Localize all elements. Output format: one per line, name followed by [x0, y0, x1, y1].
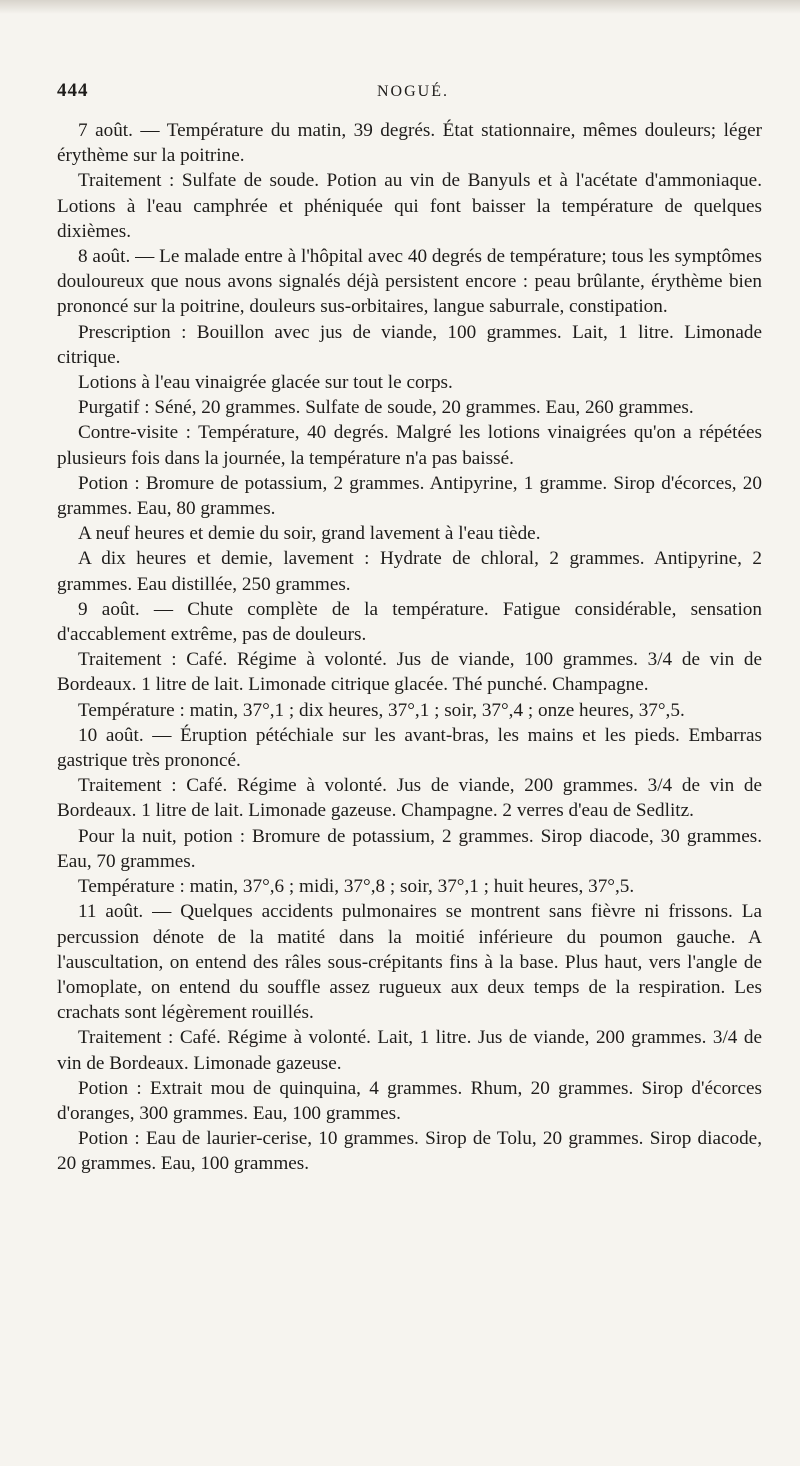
paragraph-contre-visite: Contre-visite : Température, 40 degrés. Malgré les lotions vinaigrées qu'on a répétées plusieurs fois dans la journée, la température n'a pas baissé.: [57, 422, 762, 469]
paragraph-temperature-10: Température : matin, 37°,6 ; midi, 37°,8 ; soir, 37°,1 ; huit heures, 37°,5.: [78, 876, 635, 898]
paragraph-lotions: Lotions à l'eau vinaigrée glacée sur tout le corps.: [78, 372, 453, 394]
paragraph-11-aout: 11 août. — Quelques accidents pulmonaires se montrent sans fièvre ni frissons. La percussion dénote de la matité dans la moitié inférieure du poumon gauche. A l'auscultation, on entend des râles sous-crépitants fins à la base. Plus haut, vers l'angle de l'omoplate, on entend du souffle assez rugueux aux deux temps de la respiration. Les crachats sont légèrement rouillés.: [57, 901, 762, 1024]
paragraph-7-aout: 7 août. — Température du matin, 39 degrés. État stationnaire, mêmes douleurs; léger érythème sur la poitrine.: [57, 120, 762, 167]
paragraph-temperature-9: Température : matin, 37°,1 ; dix heures, 37°,1 ; soir, 37°,4 ; onze heures, 37°,5.: [78, 699, 685, 721]
paragraph-8-aout: 8 août. — Le malade entre à l'hôpital avec 40 degrés de température; tous les symptômes douloureux que nous avons signalés déjà persistent encore : peau brûlante, érythème bien prononcé sur la poitrine, douleurs sus-orbitaires, langue saburrale, constipation.: [57, 246, 762, 318]
paragraph-potion-quinquina: Potion : Extrait mou de quinquina, 4 grammes. Rhum, 20 grammes. Sirop d'écorces d'oranges, 300 grammes. Eau, 100 grammes.: [57, 1077, 762, 1124]
paragraph-9-aout: 9 août. — Chute complète de la température. Fatigue considérable, sensation d'accablement extrême, pas de douleurs.: [57, 598, 762, 646]
paragraph-potion-bromure: Potion : Bromure de potassium, 2 grammes. Antipyrine, 1 gramme. Sirop d'écorces, 20 grammes. Eau, 80 grammes.: [57, 472, 762, 520]
paragraph-traitement-sulfate: Traitement : Sulfate de soude. Potion au vin de Banyuls et à l'acétate d'ammoniaque. Lotions à l'eau camphrée et phéniquée qui font baisser la température de quelques dixièmes.: [57, 170, 762, 242]
page-number: 444: [57, 80, 89, 101]
paragraph-traitement-cafe-10: Traitement : Café. Régime à volonté. Jus de viande, 200 grammes. 3/4 de vin de Bordeaux. 1 litre de lait. Limonade gazeuse. Champagne. 2 verres d'eau de Sedlitz.: [57, 775, 762, 822]
paragraph-lavement-tiede: A neuf heures et demie du soir, grand lavement à l'eau tiède.: [78, 523, 541, 545]
paragraph-potion-nuit: Pour la nuit, potion : Bromure de potassium, 2 grammes. Sirop diacode, 30 grammes. Eau, 70 grammes.: [57, 825, 762, 872]
paragraph-traitement-cafe-9: Traitement : Café. Régime à volonté. Jus de viande, 100 grammes. 3/4 de vin de Bordeaux. 1 litre de lait. Limonade citrique glacée. Thé punché. Champagne.: [57, 649, 762, 696]
running-title: NOGUÉ.: [377, 83, 449, 100]
paragraph-prescription: Prescription : Bouillon avec jus de viande, 100 grammes. Lait, 1 litre. Limonade citrique.: [57, 321, 762, 368]
paragraph-lavement-chloral: A dix heures et demie, lavement : Hydrate de chloral, 2 grammes. Antipyrine, 2 grammes. Eau distillée, 250 grammes.: [57, 548, 762, 595]
paragraph-purgatif: Purgatif : Séné, 20 grammes. Sulfate de soude, 20 grammes. Eau, 260 grammes.: [78, 397, 694, 419]
body-text: [57, 118, 762, 1177]
paragraph-10-aout: 10 août. — Éruption pétéchiale sur les avant-bras, les mains et les pieds. Embarras gastrique très prononcé.: [57, 724, 762, 772]
paragraph-potion-laurier: Potion : Eau de laurier-cerise, 10 grammes. Sirop de Tolu, 20 grammes. Sirop diacode, 20 grammes. Eau, 100 grammes.: [57, 1128, 762, 1175]
paragraph-traitement-cafe-11: Traitement : Café. Régime à volonté. Lait, 1 litre. Jus de viande, 200 grammes. 3/4 de vin de Bordeaux. Limonade gazeuse.: [57, 1027, 762, 1074]
running-head: [57, 80, 762, 106]
